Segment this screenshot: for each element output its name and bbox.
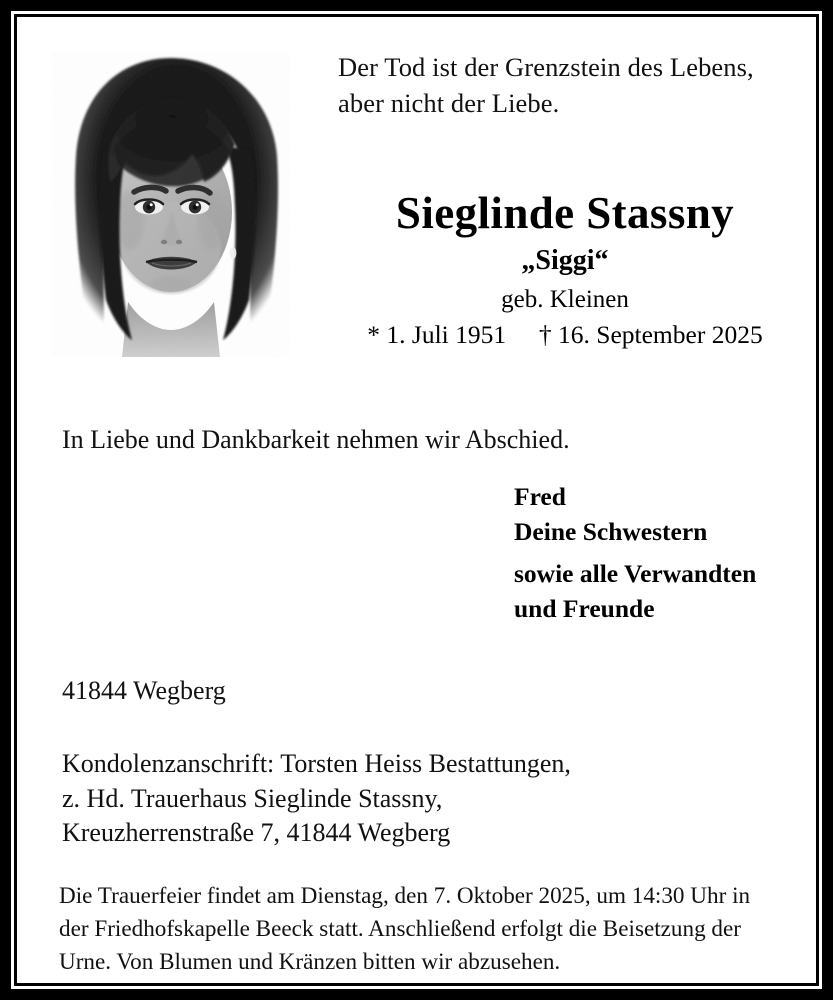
deceased-nickname: „Siggi“ bbox=[521, 245, 609, 276]
survivor-line-3: sowie alle Verwandten bbox=[514, 559, 757, 588]
deceased-name: Sieglinde Stassny bbox=[395, 188, 735, 238]
survivors-list bbox=[514, 479, 756, 626]
condolence-line-3: Kreuzherrenstraße 7, 41844 Wegberg bbox=[62, 818, 451, 847]
birth-date: 1. Juli 1951 bbox=[386, 320, 507, 349]
farewell-text: In Liebe und Dankbarkeit nehmen wir Abschied. bbox=[62, 425, 570, 454]
life-dates bbox=[330, 317, 800, 353]
birth-symbol: * bbox=[367, 320, 381, 349]
survivor-line-4: und Freunde bbox=[514, 594, 655, 623]
deceased-identity bbox=[330, 187, 800, 353]
memorial-quote bbox=[338, 49, 808, 121]
maiden-name: geb. Kleinen bbox=[501, 286, 629, 313]
notice-card bbox=[17, 17, 816, 983]
condolence-line-1: Kondolenzanschrift: Torsten Heiss Bestattungen, bbox=[62, 749, 571, 778]
death-date: 16. September 2025 bbox=[558, 320, 763, 349]
service-line-3: Urne. Von Blumen und Kränzen bitten wir abzusehen. bbox=[59, 949, 561, 975]
city-line: 41844 Wegberg bbox=[62, 676, 226, 705]
survivor-line-1: Fred bbox=[514, 482, 566, 511]
service-line-1: Die Trauerfeier findet am Dienstag, den 7. Oktober 2025, um 14:30 Uhr in bbox=[59, 883, 751, 909]
quote-line-1: Der Tod ist der Grenzstein des Lebens, bbox=[338, 52, 754, 82]
portrait-photo bbox=[52, 52, 290, 357]
death-symbol: † bbox=[538, 320, 552, 349]
condolence-address bbox=[62, 747, 571, 851]
condolence-line-2: z. Hd. Trauerhaus Sieglinde Stassny, bbox=[62, 783, 443, 813]
survivor-line-2: Deine Schwestern bbox=[514, 517, 708, 546]
service-line-2: der Friedhofskapelle Beeck statt. Anschließend erfolgt die Beisetzung der bbox=[59, 916, 742, 942]
quote-line-2: aber nicht der Liebe. bbox=[338, 88, 560, 118]
service-details bbox=[59, 880, 774, 979]
